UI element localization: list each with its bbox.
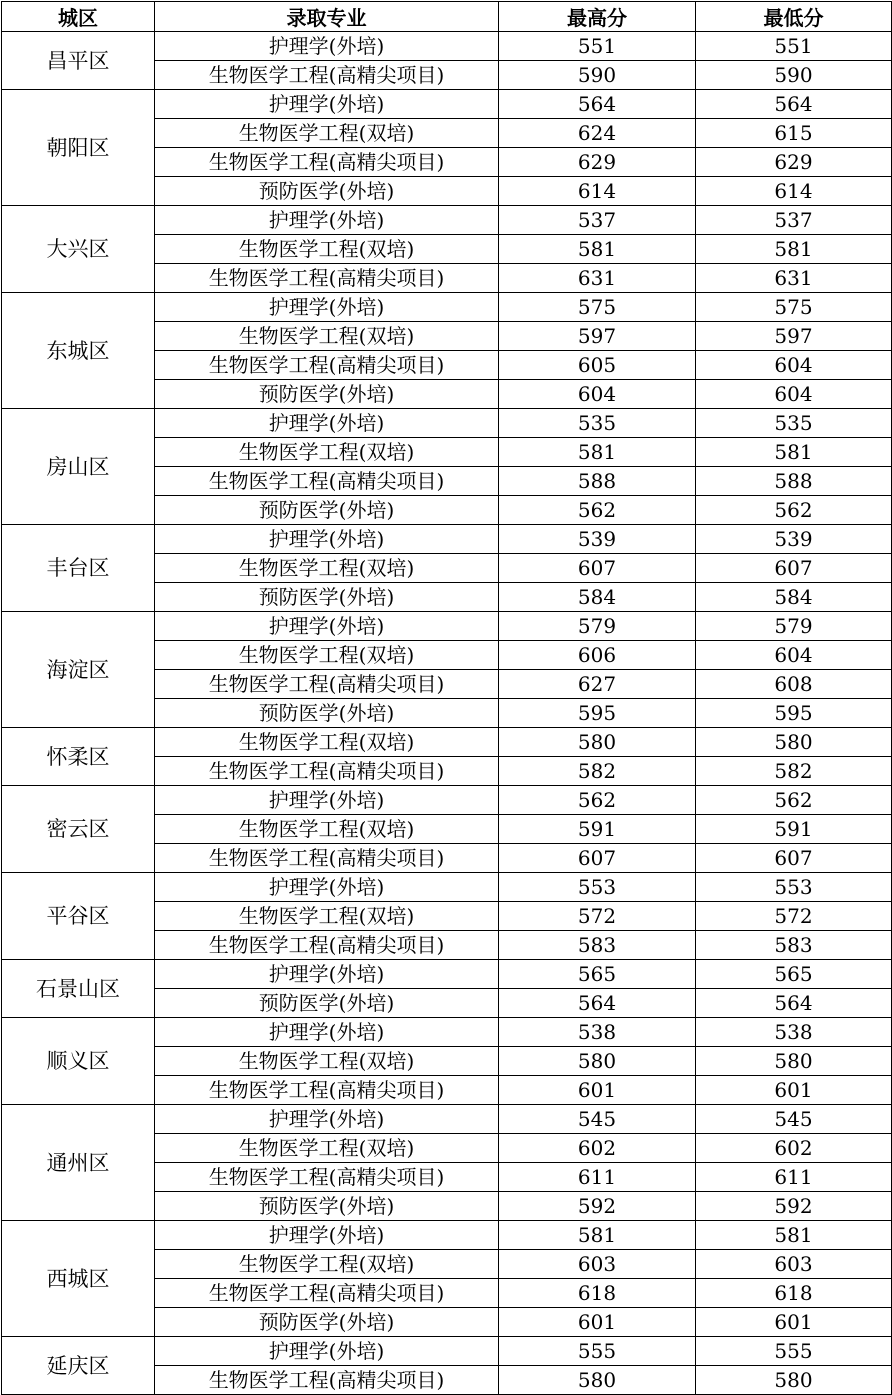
min-score-cell: 538 [696,1018,892,1047]
table-row [2,612,892,641]
max-score-cell: 607 [499,844,696,873]
table-row [2,728,892,757]
major-cell: 护理学(外培) [155,960,499,989]
min-score-cell: 631 [696,264,892,293]
major-cell: 预防医学(外培) [155,380,499,409]
major-cell: 护理学(外培) [155,409,499,438]
major-cell: 生物医学工程(双培) [155,554,499,583]
max-score-cell: 606 [499,641,696,670]
max-score-cell: 579 [499,612,696,641]
max-score-cell: 562 [499,496,696,525]
min-score-cell: 592 [696,1192,892,1221]
max-score-cell: 580 [499,1366,696,1395]
max-score-cell: 597 [499,322,696,351]
min-score-cell: 579 [696,612,892,641]
table-row [2,1105,892,1134]
district-cell: 密云区 [2,786,155,873]
max-score-cell: 602 [499,1134,696,1163]
max-score-cell: 582 [499,757,696,786]
min-score-cell: 562 [696,786,892,815]
district-cell: 延庆区 [2,1337,155,1395]
min-score-cell: 580 [696,1366,892,1395]
max-score-cell: 618 [499,1279,696,1308]
min-score-cell: 551 [696,32,892,61]
max-score-cell: 538 [499,1018,696,1047]
major-cell: 生物医学工程(双培) [155,728,499,757]
district-cell: 东城区 [2,293,155,409]
min-score-cell: 584 [696,583,892,612]
max-score-cell: 551 [499,32,696,61]
major-cell: 预防医学(外培) [155,989,499,1018]
major-cell: 护理学(外培) [155,90,499,119]
max-score-cell: 604 [499,380,696,409]
max-score-cell: 581 [499,1221,696,1250]
major-cell: 预防医学(外培) [155,1192,499,1221]
max-score-cell: 581 [499,235,696,264]
min-score-cell: 608 [696,670,892,699]
min-score-cell: 565 [696,960,892,989]
major-cell: 生物医学工程(双培) [155,641,499,670]
major-cell: 生物医学工程(双培) [155,235,499,264]
min-score-cell: 564 [696,90,892,119]
max-score-cell: 583 [499,931,696,960]
district-cell: 房山区 [2,409,155,525]
district-cell: 怀柔区 [2,728,155,786]
major-cell: 生物医学工程(高精尖项目) [155,931,499,960]
max-score-cell: 537 [499,206,696,235]
major-cell: 护理学(外培) [155,612,499,641]
max-score-cell: 624 [499,119,696,148]
max-score-cell: 605 [499,351,696,380]
district-cell: 石景山区 [2,960,155,1018]
major-cell: 预防医学(外培) [155,177,499,206]
table-row [2,32,892,61]
min-score-cell: 590 [696,61,892,90]
table-body [2,32,892,1395]
max-score-cell: 595 [499,699,696,728]
major-cell: 生物医学工程(双培) [155,119,499,148]
header-min-score: 最低分 [696,2,892,32]
table-row [2,293,892,322]
max-score-cell: 601 [499,1308,696,1337]
major-cell: 护理学(外培) [155,1337,499,1366]
table-row [2,525,892,554]
min-score-cell: 581 [696,438,892,467]
min-score-cell: 588 [696,467,892,496]
major-cell: 生物医学工程(高精尖项目) [155,264,499,293]
major-cell: 生物医学工程(双培) [155,1047,499,1076]
major-cell: 生物医学工程(双培) [155,322,499,351]
table-row [2,1337,892,1366]
major-cell: 护理学(外培) [155,32,499,61]
max-score-cell: 607 [499,554,696,583]
min-score-cell: 601 [696,1308,892,1337]
min-score-cell: 604 [696,641,892,670]
major-cell: 护理学(外培) [155,1221,499,1250]
table-header [2,2,892,32]
district-cell: 顺义区 [2,1018,155,1105]
min-score-cell: 562 [696,496,892,525]
max-score-cell: 535 [499,409,696,438]
min-score-cell: 575 [696,293,892,322]
min-score-cell: 607 [696,844,892,873]
min-score-cell: 535 [696,409,892,438]
min-score-cell: 581 [696,235,892,264]
major-cell: 生物医学工程(高精尖项目) [155,670,499,699]
max-score-cell: 565 [499,960,696,989]
min-score-cell: 580 [696,1047,892,1076]
max-score-cell: 562 [499,786,696,815]
max-score-cell: 564 [499,90,696,119]
max-score-cell: 591 [499,815,696,844]
major-cell: 生物医学工程(高精尖项目) [155,844,499,873]
major-cell: 预防医学(外培) [155,1308,499,1337]
major-cell: 预防医学(外培) [155,583,499,612]
table-row [2,960,892,989]
max-score-cell: 553 [499,873,696,902]
min-score-cell: 629 [696,148,892,177]
major-cell: 生物医学工程(双培) [155,815,499,844]
max-score-cell: 581 [499,438,696,467]
major-cell: 生物医学工程(双培) [155,1134,499,1163]
max-score-cell: 580 [499,728,696,757]
max-score-cell: 629 [499,148,696,177]
max-score-cell: 545 [499,1105,696,1134]
district-cell: 通州区 [2,1105,155,1221]
major-cell: 护理学(外培) [155,873,499,902]
min-score-cell: 595 [696,699,892,728]
district-cell: 海淀区 [2,612,155,728]
min-score-cell: 602 [696,1134,892,1163]
major-cell: 生物医学工程(高精尖项目) [155,1163,499,1192]
max-score-cell: 590 [499,61,696,90]
major-cell: 护理学(外培) [155,293,499,322]
major-cell: 生物医学工程(双培) [155,1250,499,1279]
header-major: 录取专业 [155,2,499,32]
min-score-cell: 583 [696,931,892,960]
min-score-cell: 572 [696,902,892,931]
header-district: 城区 [2,2,155,32]
major-cell: 生物医学工程(高精尖项目) [155,467,499,496]
min-score-cell: 597 [696,322,892,351]
max-score-cell: 564 [499,989,696,1018]
min-score-cell: 553 [696,873,892,902]
max-score-cell: 631 [499,264,696,293]
min-score-cell: 564 [696,989,892,1018]
min-score-cell: 615 [696,119,892,148]
min-score-cell: 607 [696,554,892,583]
admission-scores-table [1,1,892,1395]
min-score-cell: 603 [696,1250,892,1279]
header-max-score: 最高分 [499,2,696,32]
table-row [2,206,892,235]
min-score-cell: 581 [696,1221,892,1250]
max-score-cell: 555 [499,1337,696,1366]
major-cell: 生物医学工程(高精尖项目) [155,61,499,90]
min-score-cell: 591 [696,815,892,844]
major-cell: 护理学(外培) [155,786,499,815]
major-cell: 生物医学工程(高精尖项目) [155,148,499,177]
max-score-cell: 588 [499,467,696,496]
max-score-cell: 614 [499,177,696,206]
min-score-cell: 555 [696,1337,892,1366]
table-row [2,1018,892,1047]
major-cell: 护理学(外培) [155,206,499,235]
max-score-cell: 592 [499,1192,696,1221]
district-cell: 昌平区 [2,32,155,90]
max-score-cell: 611 [499,1163,696,1192]
table-row [2,1221,892,1250]
table-row [2,873,892,902]
max-score-cell: 580 [499,1047,696,1076]
min-score-cell: 539 [696,525,892,554]
max-score-cell: 584 [499,583,696,612]
district-cell: 朝阳区 [2,90,155,206]
table-row [2,786,892,815]
max-score-cell: 575 [499,293,696,322]
major-cell: 生物医学工程(双培) [155,902,499,931]
header-row [2,2,892,32]
min-score-cell: 614 [696,177,892,206]
max-score-cell: 601 [499,1076,696,1105]
min-score-cell: 537 [696,206,892,235]
min-score-cell: 618 [696,1279,892,1308]
district-cell: 平谷区 [2,873,155,960]
major-cell: 生物医学工程(高精尖项目) [155,1076,499,1105]
major-cell: 护理学(外培) [155,1018,499,1047]
major-cell: 生物医学工程(高精尖项目) [155,757,499,786]
major-cell: 预防医学(外培) [155,496,499,525]
min-score-cell: 601 [696,1076,892,1105]
min-score-cell: 611 [696,1163,892,1192]
max-score-cell: 572 [499,902,696,931]
major-cell: 生物医学工程(双培) [155,438,499,467]
min-score-cell: 545 [696,1105,892,1134]
major-cell: 生物医学工程(高精尖项目) [155,351,499,380]
major-cell: 预防医学(外培) [155,699,499,728]
major-cell: 护理学(外培) [155,1105,499,1134]
max-score-cell: 627 [499,670,696,699]
district-cell: 西城区 [2,1221,155,1337]
major-cell: 护理学(外培) [155,525,499,554]
min-score-cell: 580 [696,728,892,757]
major-cell: 生物医学工程(高精尖项目) [155,1279,499,1308]
major-cell: 生物医学工程(高精尖项目) [155,1366,499,1395]
district-cell: 大兴区 [2,206,155,293]
table-row [2,90,892,119]
district-cell: 丰台区 [2,525,155,612]
max-score-cell: 539 [499,525,696,554]
min-score-cell: 604 [696,380,892,409]
min-score-cell: 604 [696,351,892,380]
min-score-cell: 582 [696,757,892,786]
table-row [2,409,892,438]
max-score-cell: 603 [499,1250,696,1279]
